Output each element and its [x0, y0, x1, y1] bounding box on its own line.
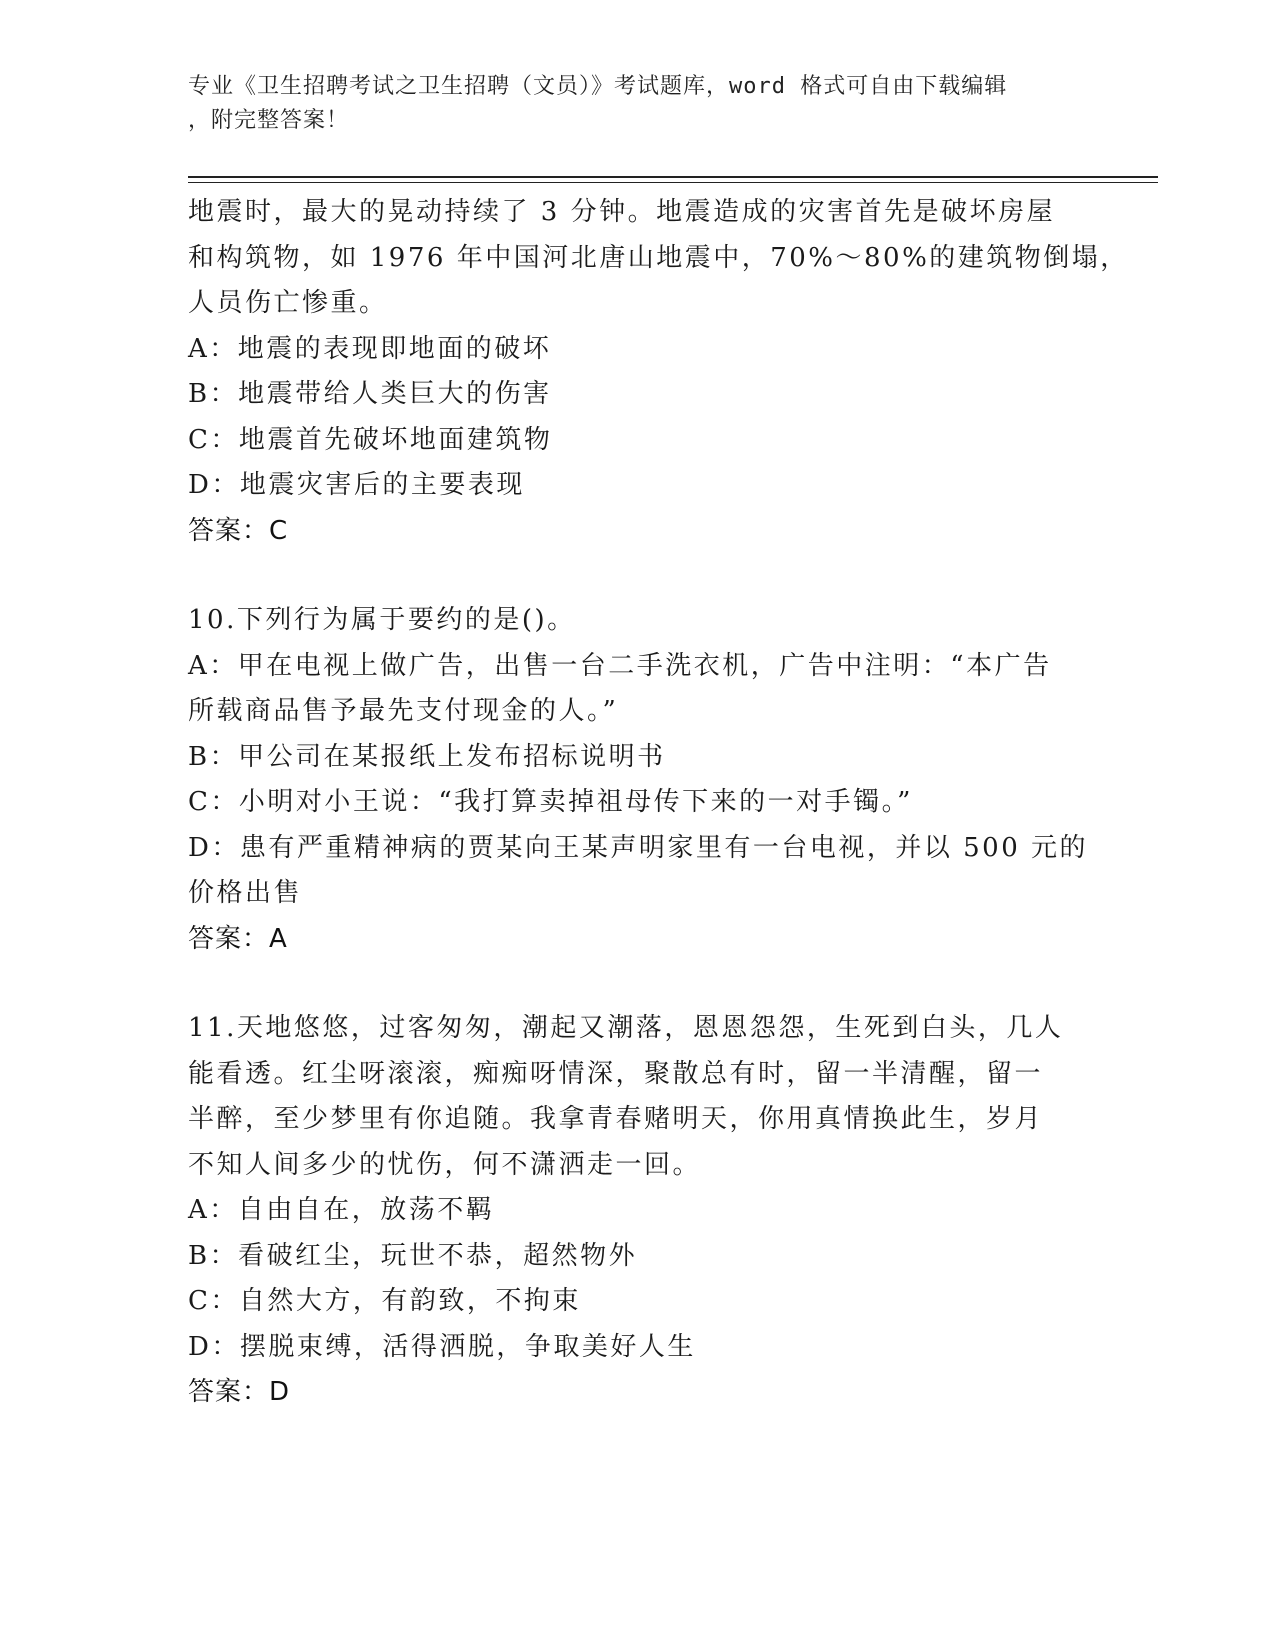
spacer: [188, 962, 1088, 1006]
question-stem-line: 10.下列行为属于要约的是()。: [188, 605, 576, 635]
document-header: [188, 70, 1078, 138]
header-line-2: ，附完整答案！: [188, 108, 350, 133]
question-stem-line: 地震时，最大的晃动持续了 3 分钟。地震造成的灾害首先是破坏房屋: [188, 197, 1056, 227]
option-a: A：甲在电视上做广告，出售一台二手洗衣机，广告中注明：“本广告: [188, 650, 1052, 681]
option-b: B：甲公司在某报纸上发布招标说明书: [188, 741, 666, 772]
option-d: D：摆脱束缚，活得洒脱，争取美好人生: [188, 1331, 696, 1362]
option-a: A：地震的表现即地面的破坏: [188, 333, 552, 364]
option-c: C：地震首先破坏地面建筑物: [188, 424, 553, 455]
option-d-continued: 价格出售: [188, 878, 303, 908]
header-divider-top: [188, 176, 1158, 178]
option-b: B：地震带给人类巨大的伤害: [188, 379, 552, 409]
option-c: C：自然大方，有韵致，不拘束: [188, 1286, 581, 1316]
answer-label: 答案：C: [188, 515, 289, 546]
question-stem-line: 不知人间多少的忧伤，何不潇洒走一回。: [188, 1149, 702, 1180]
header-line-1: 专业《卫生招聘考试之卫生招聘（文员）》考试题库，word 格式可自由下载编辑: [188, 74, 1008, 99]
option-d: D：地震灾害后的主要表现: [188, 470, 525, 500]
option-c: C：小明对小王说：“我打算卖掉祖母传下来的一对手镯。”: [188, 787, 913, 817]
option-a: A：自由自在，放荡不羁: [188, 1195, 495, 1225]
option-b: B：看破红尘，玩世不恭，超然物外: [188, 1240, 638, 1271]
option-a-continued: 所载商品售予最先支付现金的人。”: [188, 696, 619, 726]
question-stem-line: 半醉，至少梦里有你追随。我拿青春赌明天，你用真情换此生，岁月: [188, 1104, 1044, 1134]
option-d: D：患有严重精神病的贾某向王某声明家里有一台电视，并以 500 元的: [188, 832, 1089, 863]
spacer: [188, 554, 1088, 598]
question-stem-line: 能看透。红尘呀滚滚，痴痴呀情深，聚散总有时，留一半清醒，留一: [188, 1058, 1044, 1089]
question-stem-line: 11.天地悠悠，过客匆匆，潮起又潮落，恩恩怨怨，生死到白头，几人: [188, 1013, 1064, 1043]
header-divider-bottom: [188, 182, 1158, 183]
answer-label: 答案：A: [188, 923, 288, 954]
question-9: [188, 190, 1129, 554]
answer-label: 答案：D: [188, 1377, 291, 1407]
question-stem-line: 人员伤亡惨重。: [188, 288, 388, 318]
question-stem-line: 和构筑物，如 1976 年中国河北唐山地震中，70%～80%的建筑物倒塌，: [188, 242, 1129, 273]
question-11: [188, 1006, 1088, 1416]
document-body: [188, 190, 1129, 1416]
question-10: [188, 598, 1088, 962]
